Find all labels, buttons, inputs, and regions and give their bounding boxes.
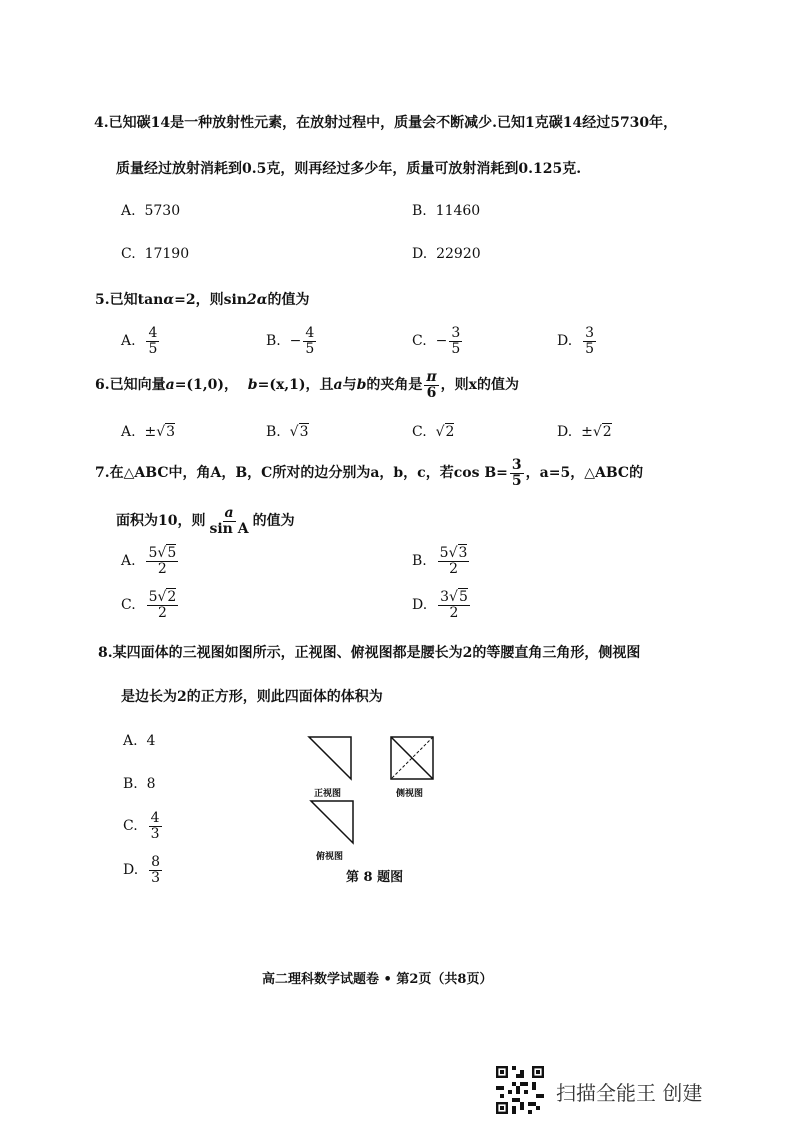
figure-caption: 第 8 题图 — [346, 870, 404, 885]
question-7-line1: 7.在△ABC中，角A，B，C所对的边分别为a，b，c，若cos B= $\frac{3}{5}$ ，a=5，△ABC的 — [95, 457, 644, 489]
q5-option-b: B. − $\frac{4}{5}$ — [266, 325, 315, 357]
q7-option-c: C. $\frac{5√2}{2}$ — [121, 589, 177, 621]
q8-option-c: C. $\frac{4}{3}$ — [123, 810, 160, 842]
question-5: 5.已知tanα=2，则sin2α的值为 — [95, 292, 310, 308]
q7-option-d: D. $\frac{3√5}{2}$ — [412, 589, 468, 621]
question-4-line1: 4.已知碳14是一种放射性元素，在放射过程中，质量会不断减少.已知1克碳14经过5730年， — [94, 115, 678, 131]
q4-option-b: B. 11460 — [412, 203, 481, 219]
scanner-watermark: 扫描全能王 创建 — [556, 1081, 703, 1105]
q5-option-d: D. $\frac{3}{5}$ — [557, 325, 595, 357]
question-6: 6.已知向量a=(1,0)， b=(x,1)，且a与b的夹角是 $\frac{\pi}{6}$ ，则x的值为 — [95, 369, 520, 401]
side-view-label: 侧视图 — [396, 789, 424, 799]
page-footer: 高二理科数学试题卷 • 第2页（共8页） — [262, 972, 493, 987]
side-view-square — [391, 737, 433, 779]
q4-option-d: D. 22920 — [412, 246, 481, 262]
q6-option-b: B. √3 — [266, 424, 309, 440]
question-8-line2: 是边长为2的正方形，则此四面体的体积为 — [121, 689, 383, 705]
question-number: 4. — [94, 115, 109, 131]
question-4-line2: 质量经过放射消耗到0.5克，则再经过多少年，质量可放射消耗到0.125克. — [116, 161, 582, 177]
q6-option-d: D. ±√2 — [557, 424, 612, 440]
q6-option-c: C. √2 — [412, 424, 455, 440]
q7-option-a: A. $\frac{5√5}{2}$ — [121, 545, 177, 577]
q4-option-c: C. 17190 — [121, 246, 190, 262]
top-view-triangle — [311, 801, 353, 843]
q5-option-a: A. $\frac{4}{5}$ — [121, 325, 158, 357]
q4-option-a: A. 5730 — [121, 203, 181, 219]
front-view-triangle — [309, 737, 351, 779]
question-8-line1: 8.某四面体的三视图如图所示，正视图、俯视图都是腰长为2的等腰直角三角形，侧视图 — [98, 645, 641, 661]
q5-option-c: C. − $\frac{3}{5}$ — [412, 325, 461, 357]
q8-option-b: B. 8 — [123, 776, 156, 792]
top-view-label: 俯视图 — [316, 852, 344, 862]
q7-option-b: B. $\frac{5√3}{2}$ — [412, 545, 468, 577]
q8-option-d: D. $\frac{8}{3}$ — [123, 854, 161, 886]
q6-option-a: A. ±√3 — [121, 424, 176, 440]
qr-code-icon — [496, 1066, 544, 1114]
front-view-label: 正视图 — [314, 789, 342, 799]
q8-option-a: A. 4 — [123, 733, 156, 749]
question-7-line2: 面积为10，则 $\frac{a}{\text{sin A}}$ 的值为 — [116, 505, 295, 537]
